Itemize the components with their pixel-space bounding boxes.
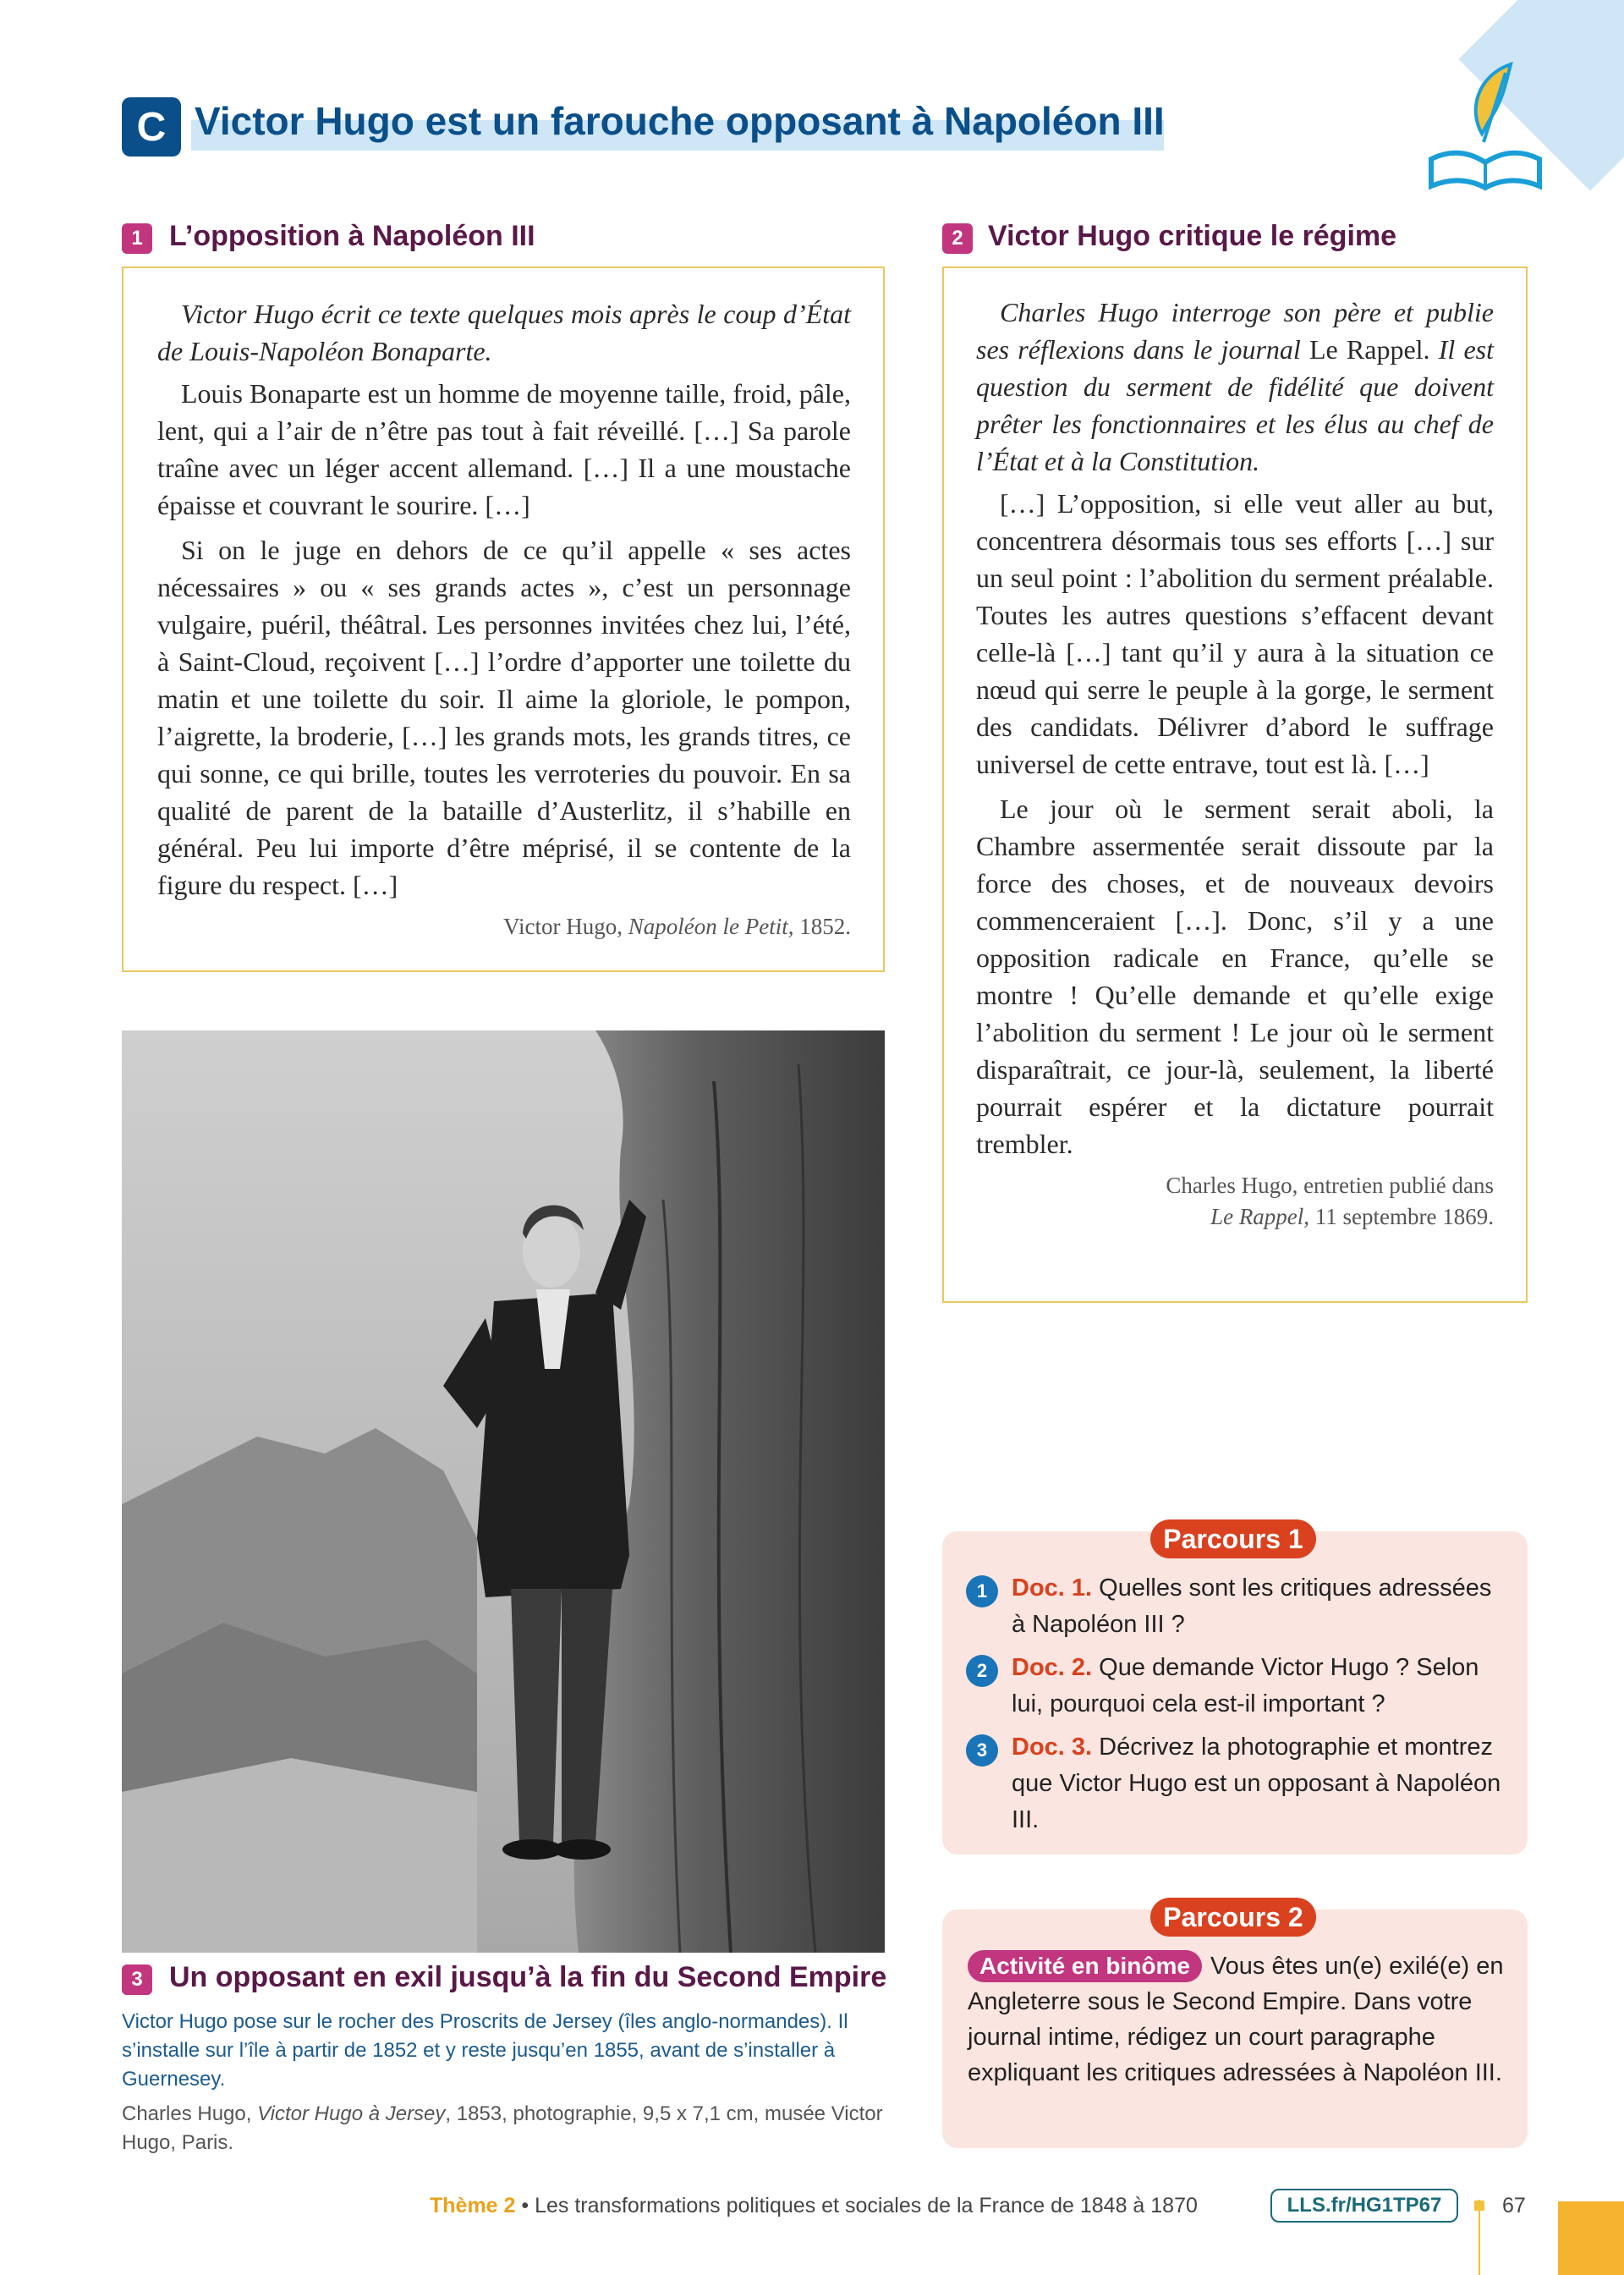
doc1-paragraph: Si on le juge en dehors de ce qu’il appelle « ses actes nécessaires » ou « ses grands actes », c’est un personnage vulgaire, puéril, théâtral. Les personnes invitées chez lui, l’été, à Saint-Cloud, reçoivent […] l’ordre d’apporter une toilette du matin et une toilette du soir. Il aime la gloriole, le pompon, l’aigrette, la broderie, […] les grands mots, les grands titres, ce qui sonne, ce qui brille, toutes les verroteries du pouvoir. En sa qualité de parent de la bataille d’Austerlitz, il s’habille en général. Peu lui importe d’être méprisé, il se contente de la figure du respect. […] <box>157 535 851 900</box>
activity-tag: Activité en binôme <box>968 1950 1202 1982</box>
doc3-number-badge: 3 <box>122 1965 152 1995</box>
doc2-number-badge: 2 <box>942 223 973 254</box>
parcours1-card <box>942 1523 1528 1855</box>
section-letter-badge: C <box>122 97 181 157</box>
doc1-text-box <box>122 267 885 972</box>
section-title: Victor Hugo est un farouche opposant à Napoléon III <box>195 99 1165 143</box>
parcours2-card <box>942 1901 1528 2148</box>
doc2-intro: Charles Hugo interroge son père et publie ses réflexions dans le journal Le Rappel. Il est question du serment de fidélité que doivent prêter les fonctionnaires et les élus au chef de l’État et à la Constitution. <box>976 297 1495 476</box>
question-number: 3 <box>966 1734 998 1767</box>
footer-link[interactable]: LLS.fr/HG1TP67 <box>1270 2189 1458 2223</box>
question-text: Doc. 2. Que demande Victor Hugo ? Selon lui, pourquoi cela est-il important ? <box>1012 1654 1479 1717</box>
doc3-credit: Charles Hugo, Victor Hugo à Jersey, 1853, photographie, 9,5 x 7,1 cm, musée Victor Hugo, Paris. <box>122 2102 883 2154</box>
doc2-source: Charles Hugo, entretien publié dans Le Rappel, 11 septembre 1869. <box>1166 1173 1494 1229</box>
doc1-number-badge: 1 <box>122 223 152 254</box>
parcours2-activity: Activité en binôme Vous êtes un(e) exilé(e) en Angleterre sous le Second Empire. Dans votre journal intime, rédigez un court paragraphe expliquant les critiques adressées à Napoléon III. <box>968 1948 1517 2091</box>
doc2-title: Victor Hugo critique le régime <box>988 220 1397 252</box>
doc1-intro: Victor Hugo écrit ce texte quelques mois après le coup d’État de Louis-Napoléon Bonaparte. <box>157 299 851 366</box>
page-number: 67 <box>1502 2194 1526 2217</box>
question-number: 2 <box>966 1655 998 1687</box>
doc1-title: L’opposition à Napoléon III <box>169 220 535 252</box>
footer-theme-line: Thème 2 • Les transformations politiques et sociales de la France de 1848 à 1870 <box>430 2194 1198 2217</box>
quill-book-icon <box>1418 59 1553 195</box>
doc2-text-box <box>942 267 1528 1303</box>
doc1-paragraph: Louis Bonaparte est un homme de moyenne taille, froid, pâle, lent, qui a l’air de n’être pas tout à fait réveillé. […] Sa parole traîne avec un léger accent allemand. […] Il a une moustache épaisse et couvrant le sourire. […] <box>157 378 851 520</box>
parcours2-badge: Parcours 2 <box>1150 1898 1316 1937</box>
question-text: Doc. 3. Décrivez la photographie et montrez que Victor Hugo est un opposant à Napoléon III. <box>1012 1734 1501 1833</box>
question-number: 1 <box>966 1575 998 1607</box>
doc1-source: Victor Hugo, Napoléon le Petit, 1852. <box>503 914 851 939</box>
doc2-paragraph: […] L’opposition, si elle veut aller au but, concentrera désormais tous ses efforts […] sur un seul point : l’abolition du serment préalable. Toutes les autres questions s’effacent devant celle-là […] tant qu’il y aura à la situation ce nœud qui serre le peuple à la gorge, le serment des candidats. Délivrer d’abord le suffrage universel de cette entrave, tout est là. […] <box>976 488 1494 779</box>
page-corner-tab <box>1558 2201 1624 2275</box>
doc2-paragraph: Le jour où le serment serait aboli, la Chambre assermentée serait dissoute par la force des choses, et de nouveaux devoirs commenceraient […]. Donc, s’il y a une opposition radicale en France, qu’elle se montre ! Qu’elle demande et qu’elle exige l’abolition du serment ! Le jour où le serment disparaîtrait, ce jour-là, seulement, la liberté pourrait espérer et la dictature pourrait trembler. <box>976 794 1494 1159</box>
doc3-caption: Victor Hugo pose sur le rocher des Proscrits de Jersey (îles anglo-normandes). Il s’installe sur l’île à partir de 1852 et y reste jusqu’en 1855, avant de s’installer à Guernesey. <box>122 2010 848 2091</box>
doc3-title: Un opposant en exil jusqu’à la fin du Second Empire <box>169 1961 887 1993</box>
victor-hugo-photograph <box>122 1030 885 1953</box>
parcours1-badge: Parcours 1 <box>1150 1519 1316 1558</box>
question-text: Doc. 1. Quelles sont les critiques adressées à Napoléon III ? <box>1012 1574 1492 1638</box>
footer-divider <box>1479 2200 1480 2275</box>
footer-marker <box>1474 2201 1484 2211</box>
